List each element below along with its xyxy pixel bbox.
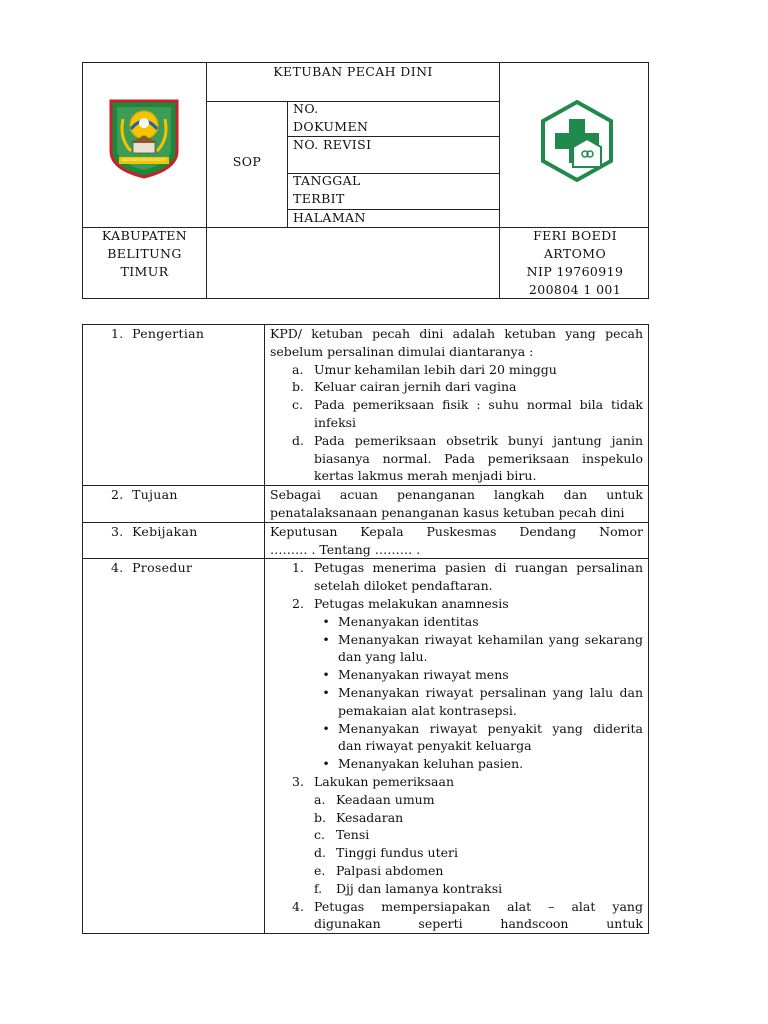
section-content-tujuan: Sebagai acuan penanganan langkah dan untuk penatalaksanaan penanganan kasus ketuban pecah dini [265, 486, 649, 523]
section-label-pengertian [83, 325, 265, 486]
field-halaman: HALAMAN [293, 210, 366, 225]
bullet-icon: • [322, 756, 330, 772]
step-text: Petugas mempersiapakan alat – alat yang digunakan seperti handscoon untuk [314, 898, 643, 932]
step-marker: 2. [292, 595, 304, 611]
list-item [314, 755, 643, 773]
list-marker: a. [292, 361, 304, 377]
section-number: 3. [111, 523, 124, 539]
belitung-timur-emblem-icon [109, 99, 179, 179]
section-label-kebijakan [83, 522, 265, 559]
list-marker: c. [292, 397, 303, 413]
emblem-motto: AKTANG BEUNGGUT [121, 157, 167, 162]
list-text: Menanyakan riwayat mens [338, 667, 509, 683]
section-label: Pengertian [132, 326, 205, 341]
document-title: KETUBAN PECAH DINI [273, 64, 433, 79]
field-tanggal-terbit: TANGGAL TERBIT [293, 173, 361, 206]
procedure-step [292, 773, 643, 791]
field-no-dokumen: NO. DOKUMEN [293, 101, 369, 134]
list-item [314, 631, 643, 667]
section-content-pengertian [265, 325, 649, 486]
table-row [83, 559, 649, 934]
section-number: 4. [111, 560, 124, 576]
puskesmas-logo-icon [539, 99, 615, 183]
section-label-tujuan [83, 486, 265, 523]
section-content-kebijakan [265, 522, 649, 559]
list-item [314, 826, 643, 844]
list-item [314, 613, 643, 631]
sop-header [82, 62, 649, 299]
list-text: Menanyakan riwayat penyakit yang diderita dan riwayat penyakit keluarga [338, 720, 643, 754]
field-no-revisi: NO. REVISI [293, 137, 372, 152]
step-text: Petugas menerima pasien di ruangan persalinan setelah diloket pendaftaran. [314, 560, 643, 594]
list-text: Keadaan umum [336, 791, 435, 807]
procedure-step [292, 559, 643, 595]
list-text: Tinggi fundus uteri [336, 845, 458, 861]
list-marker: e. [314, 862, 326, 878]
procedure-step [292, 595, 643, 613]
signer-name: FERI BOEDI ARTOMO [533, 228, 617, 261]
list-item [314, 684, 643, 720]
kebijakan-line-1: Keputusan Kepala Puskesmas Dendang Nomor [270, 523, 643, 539]
step-marker: 3. [292, 773, 304, 789]
list-marker: f. [314, 880, 323, 896]
bullet-icon: • [322, 631, 330, 647]
list-text: Djj dan lamanya kontraksi [336, 880, 503, 896]
list-item [314, 844, 643, 862]
list-item [292, 378, 643, 396]
bullet-icon: • [322, 720, 330, 736]
list-item [292, 396, 643, 432]
list-text: Menanyakan identitas [338, 613, 479, 629]
district-name: KABUPATEN BELITUNG TIMUR [101, 228, 188, 279]
list-marker: c. [314, 827, 325, 843]
list-item [292, 361, 643, 379]
list-text: Palpasi abdomen [336, 862, 444, 878]
section-label: Kebijakan [132, 523, 198, 539]
list-marker: b. [292, 379, 304, 395]
list-item [314, 880, 643, 898]
procedure-step [292, 898, 643, 934]
list-item [314, 720, 643, 756]
table-row [83, 486, 649, 523]
step-marker: 1. [292, 560, 304, 576]
pengertian-intro: KPD/ ketuban pecah dini adalah ketuban yang pecah sebelum persalinan dimulai diantaranya : [270, 326, 643, 359]
section-number: 1. [111, 326, 124, 341]
list-item [314, 862, 643, 880]
section-label: Tujuan [132, 487, 178, 503]
section-label-prosedur [83, 559, 265, 934]
sop-label: SOP [232, 154, 262, 169]
list-text: Umur kehamilan lebih dari 20 minggu [314, 361, 557, 377]
signer-nip-1: NIP 19760919 [526, 264, 624, 279]
list-text: Keluar cairan jernih dari vagina [314, 379, 517, 395]
kebijakan-line-2: ……… . Tentang ……… . [270, 541, 421, 557]
step-marker: 4. [292, 898, 304, 914]
list-marker: d. [314, 845, 326, 861]
list-text: Menanyakan riwayat kehamilan yang sekarang dan yang lalu. [338, 631, 643, 665]
bullet-icon: • [322, 667, 330, 683]
list-item [314, 809, 643, 827]
step-text: Petugas melakukan anamnesis [314, 595, 509, 611]
sop-content-table [82, 324, 649, 934]
list-item [314, 666, 643, 684]
table-row [83, 522, 649, 559]
list-text: Menanyakan keluhan pasien. [338, 756, 524, 772]
signer-nip-2: 200804 1 001 [528, 282, 622, 297]
table-row [83, 325, 649, 486]
list-marker: d. [292, 432, 304, 448]
list-text: Menanyakan riwayat persalinan yang lalu dan pemakaian alat kontrasepsi. [338, 684, 643, 718]
step-text: Lakukan pemeriksaan [314, 773, 454, 789]
section-label: Prosedur [132, 560, 193, 576]
section-number: 2. [111, 487, 124, 503]
bullet-icon: • [322, 613, 330, 629]
list-item [292, 432, 643, 485]
list-text: Tensi [336, 827, 370, 843]
list-text: Pada pemeriksaan obsetrik bunyi jantung janin biasanya normal. Pada pemeriksaan inspekulo kertas lakmus merah menjadi biru. [314, 432, 643, 484]
list-marker: b. [314, 809, 326, 825]
list-text: Kesadaran [336, 809, 404, 825]
list-marker: a. [314, 791, 326, 807]
list-item [314, 791, 643, 809]
list-text: Pada pemeriksaan fisik : suhu normal bila tidak infeksi [314, 397, 643, 430]
bullet-icon: • [322, 684, 330, 700]
section-content-prosedur [265, 559, 649, 934]
